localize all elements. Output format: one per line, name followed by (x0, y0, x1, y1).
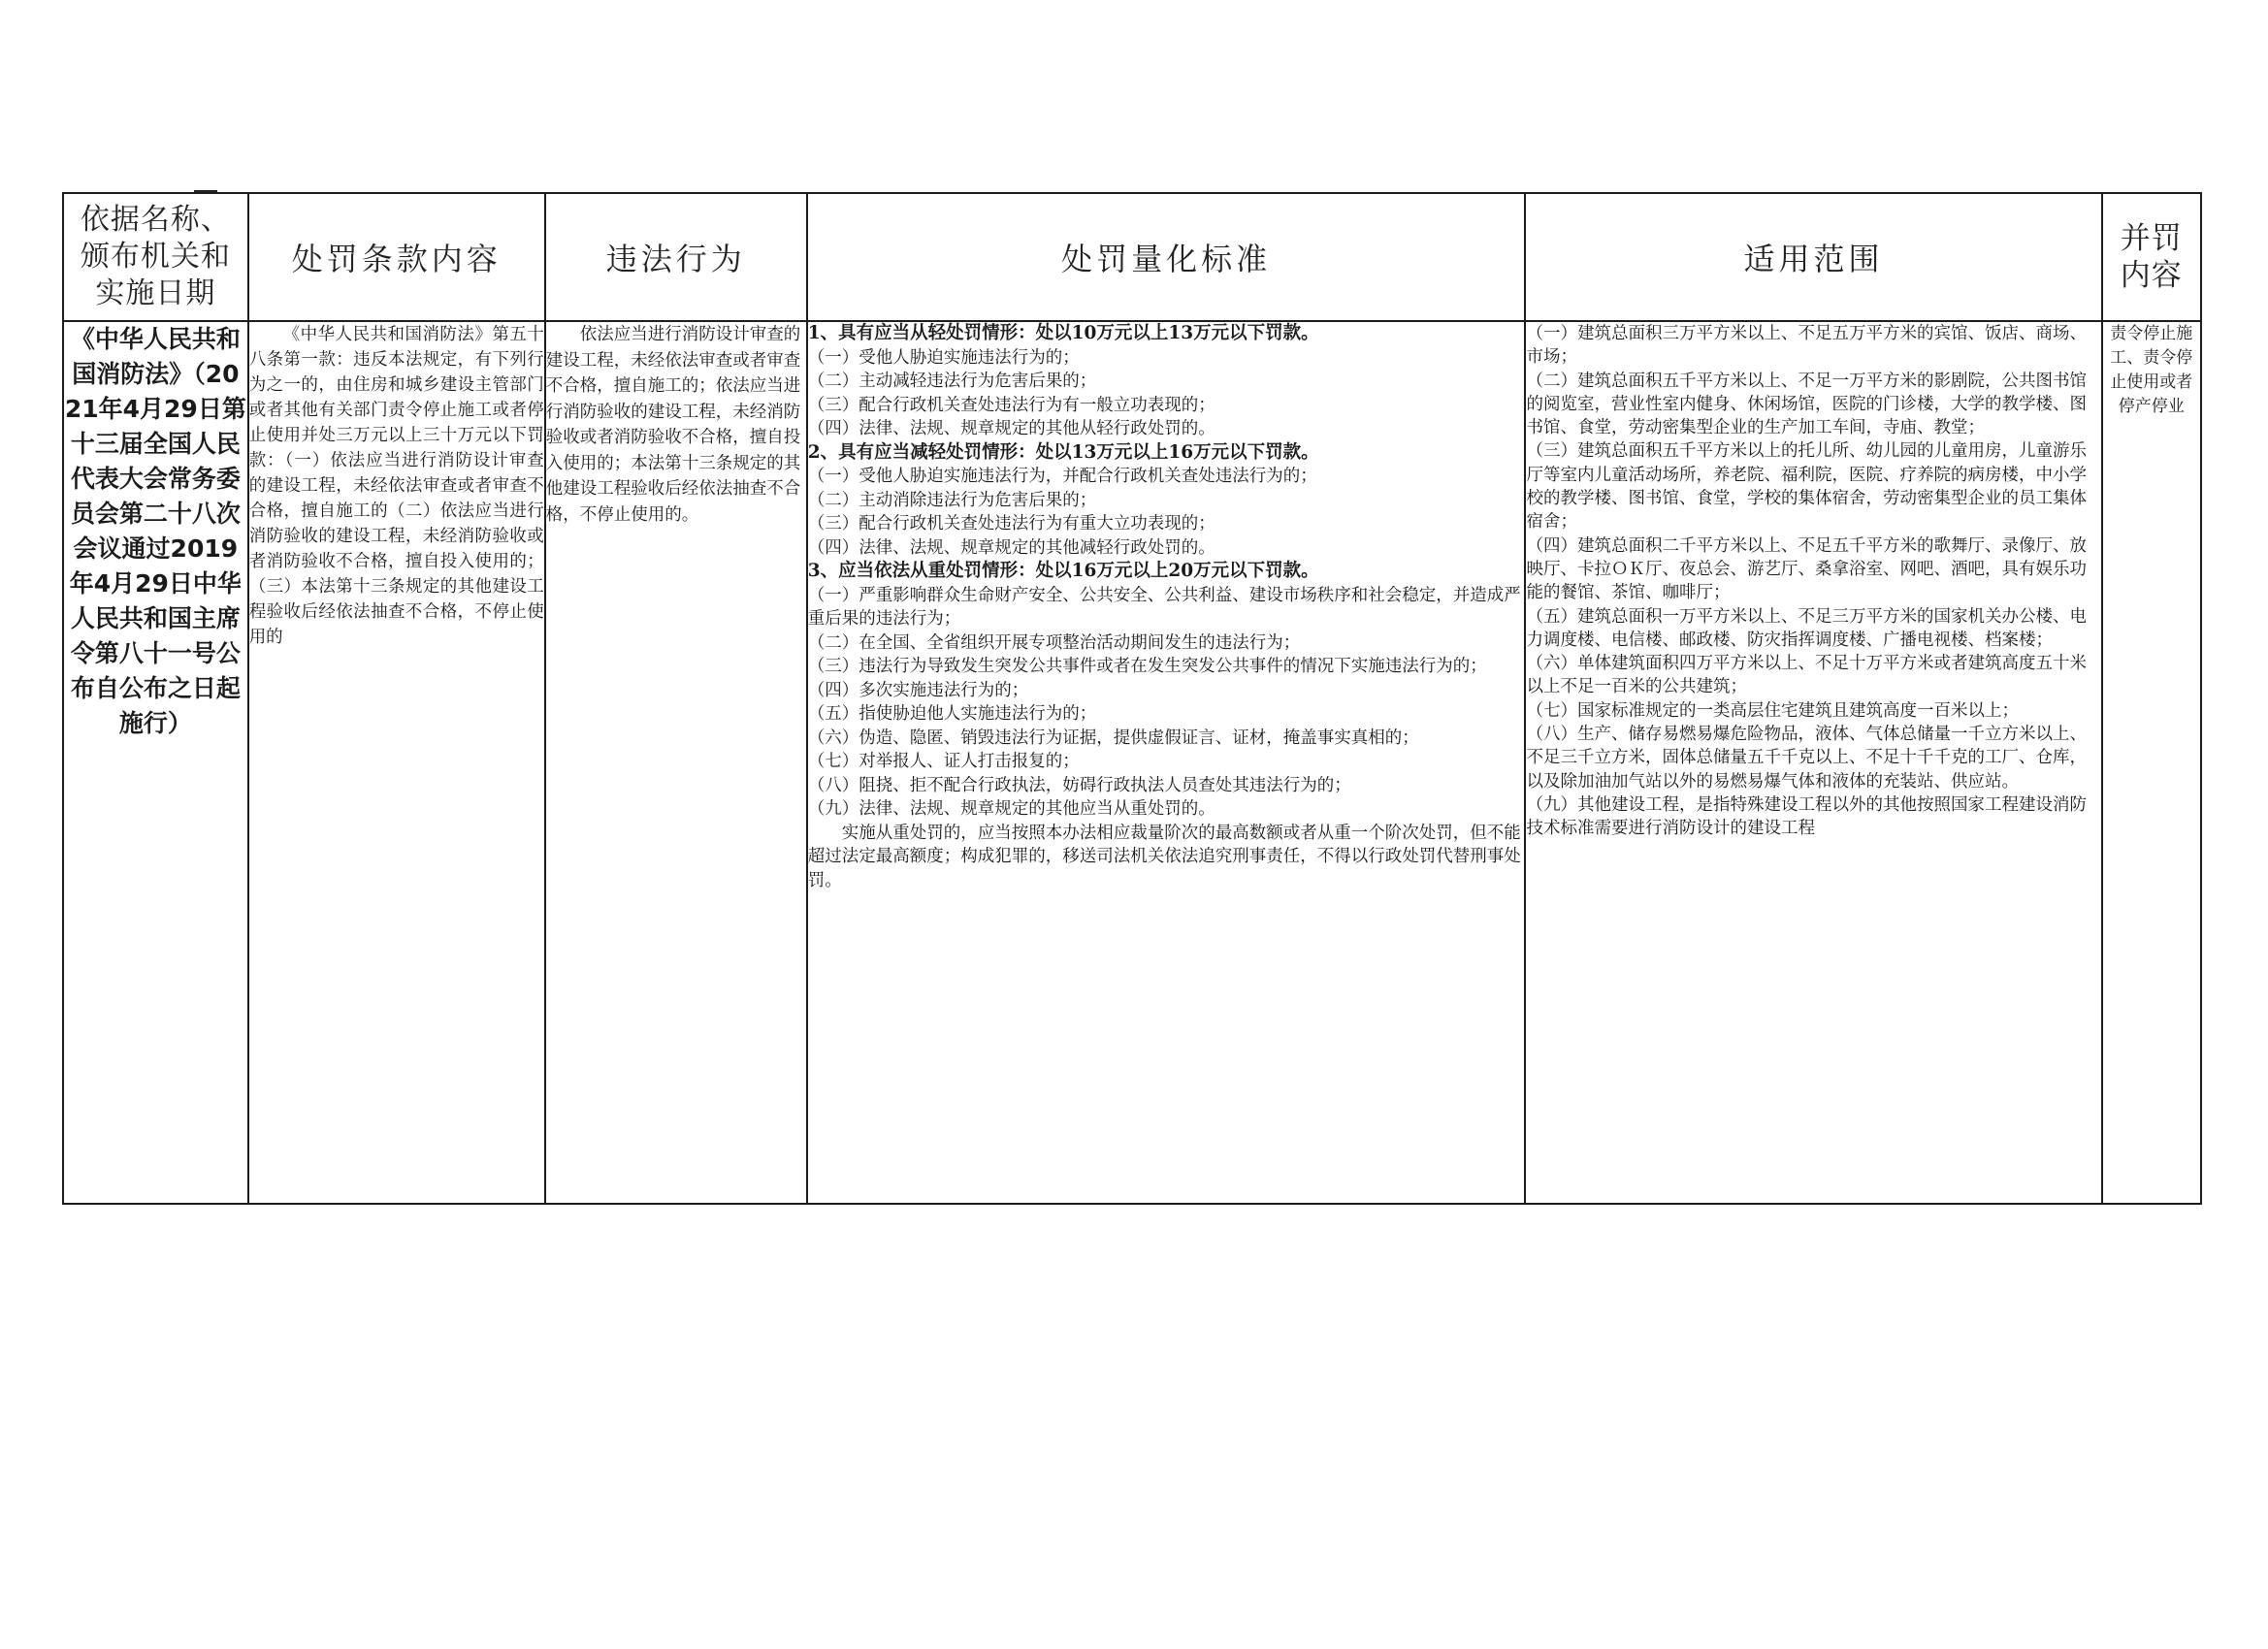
standard-item: 实施从重处罚的，应当按照本办法相应裁量阶次的最高数额或者从重一个阶次处罚，但不能超过法定最高额度；构成犯罪的，移送司法机关依法追究刑事责任，不得以行政处罚代替刑事处罚。 (807, 823, 1521, 890)
standard-item: （三）违法行为导致发生突发公共事件或者在发生突发公共事件的情况下实施违法行为的； (807, 657, 1487, 676)
standard-item: （四）多次实施违法行为的； (807, 680, 1029, 700)
standard-heading: 1、具有应当从轻处罚情形：处以10万元以上13万元以下罚款。 (807, 323, 1319, 343)
table-row (63, 321, 2201, 1204)
standard-item: （六）伪造、隐匿、销毁违法行为证据，提供虚假证言、证材，掩盖事实真相的； (807, 728, 1419, 748)
cell-standard (807, 321, 1526, 1204)
standard-item: （八）阻挠、拒不配合行政执法，妨碍行政执法人员查处其违法行为的； (807, 775, 1351, 795)
standard-item: （四）法律、法规、规章规定的其他从轻行政处罚的。 (807, 419, 1215, 438)
scope-item: （七）国家标准规定的一类高层住宅建筑且建筑高度一百米以上； (1526, 700, 2019, 721)
header-scope: 适用范围 (1525, 193, 2101, 321)
standard-item: （二）主动消除违法行为危害后果的； (807, 490, 1097, 510)
cell-basis: 《中华人民共和国消防法》（2021年4月29日第十三届全国人民代表大会常务委员会第二十八次会议通过2019年4月29日中华人民共和国主席令第八十一号公布自公布之日起施行） (63, 321, 248, 1204)
scope-item: （二）建筑总面积五千平方米以上、不足一万平方米的影剧院，公共图书馆的阅览室，营业性室内健身、休闲场馆，医院的门诊楼，大学的教学楼、图书馆、食堂，劳动密集型企业的生产加工车间，寺庙、教堂； (1526, 371, 2087, 438)
cell-illegal-act: 依法应当进行消防设计审查的建设工程，未经依法审查或者审查不合格，擅自施工的；依法应当进行消防验收的建设工程，未经消防验收或者消防验收不合格，擅自投入使用的；本法第十三条规定的其他建设工程验收后经依法抽查不合格，不停止使用的。 (545, 321, 807, 1204)
scope-item: （三）建筑总面积五千平方米以上的托儿所、幼儿园的儿童用房，儿童游乐厅等室内儿童活动场所，养老院、福利院，医院、疗养院的病房楼，中小学校的教学楼、图书馆、食堂，学校的集体宿舍，劳动密集型企业的员工集体宿舍； (1526, 441, 2087, 533)
standard-heading: 2、具有应当减轻处罚情形：处以13万元以上16万元以下罚款。 (807, 441, 1319, 463)
scope-item: （一）建筑总面积三万平方米以上、不足五万平方米的宾馆、饭店、商场、市场； (1526, 324, 2087, 368)
standard-item: （三）配合行政机关查处违法行为有一般立功表现的； (807, 395, 1215, 415)
header-concurrent: 并罚内容 (2102, 193, 2201, 321)
cell-concurrent: 责令停止施工、责令停止使用或者停产停业 (2102, 321, 2201, 1204)
scope-item: （六）单体建筑面积四万平方米以上、不足十万平方米或者建筑高度五十米以上不足一百米的公共建筑； (1526, 654, 2087, 697)
header-basis: 依据名称、颁布机关和实施日期 (63, 193, 248, 321)
header-row (63, 193, 2201, 321)
scope-item: （四）建筑总面积二千平方米以上、不足五千平方米的歌舞厅、录像厅、放映厅、卡拉ＯＫ厅、夜总会、游艺厅、桑拿浴室、网吧、酒吧，具有娱乐功能的餐馆、茶馆、咖啡厅； (1526, 535, 2087, 603)
standard-item: （四）法律、法规、规章规定的其他减轻行政处罚的。 (807, 537, 1215, 558)
standard-item: （一）受他人胁迫实施违法行为，并配合行政机关查处违法行为的； (807, 467, 1317, 486)
header-illegal-act: 违法行为 (545, 193, 807, 321)
standard-item: （一）受他人胁迫实施违法行为的； (807, 347, 1080, 368)
standard-item: （二）在全国、全省组织开展专项整治活动期间发生的违法行为； (807, 632, 1301, 653)
standard-item: （一）严重影响群众生命财产安全、公共安全、公共利益、建设市场秩序和社会稳定，并造成严重后果的违法行为； (807, 585, 1521, 629)
penalty-standard-table (62, 192, 2202, 1205)
standard-item: （三）配合行政机关查处违法行为有重大立功表现的； (807, 514, 1215, 534)
standard-heading: 3、应当依法从重处罚情形：处以16万元以上20万元以下罚款。 (807, 561, 1319, 581)
header-clause: 处罚条款内容 (248, 193, 545, 321)
standard-item: （五）指使胁迫他人实施违法行为的； (807, 704, 1097, 724)
cell-scope (1525, 321, 2101, 1204)
standard-item: （九）法律、法规、规章规定的其他应当从重处罚的。 (807, 799, 1215, 819)
standard-item: （二）主动减轻违法行为危害后果的； (807, 372, 1097, 391)
standard-list (808, 322, 1525, 892)
scope-item: （五）建筑总面积一万平方米以上、不足三万平方米的国家机关办公楼、电力调度楼、电信楼、邮政楼、防灾指挥调度楼、广播电视楼、档案楼； (1526, 606, 2087, 650)
scope-list (1526, 322, 2100, 841)
scope-item: （八）生产、储存易燃易爆危险物品，液体、气体总储量一千立方米以上、不足三千立方米，固体总储量五千千克以上、不足十千千克的工厂、仓库，以及除加油加气站以外的易燃易爆气体和液体的充装站、供应站。 (1526, 725, 2087, 792)
scope-item: （九）其他建设工程，是指特殊建设工程以外的其他按照国家工程建设消防技术标准需要进行消防设计的建设工程 (1526, 794, 2087, 839)
header-standard: 处罚量化标准 (807, 193, 1526, 321)
cell-clause: 《中华人民共和国消防法》第五十八条第一款：违反本法规定，有下列行为之一的，由住房和城乡建设主管部门或者其他有关部门责令停止施工或者停止使用并处三万元以上三十万元以下罚款：（一）依法应当进行消防设计审查的建设工程，未经依法审查或者审查不合格，擅自施工的（二）依法应当进行消防验收的建设工程，未经消防验收或者消防验收不合格，擅自投入使用的；（三）本法第十三条规定的其他建设工程验收后经依法抽查不合格，不停止使用的 (248, 321, 545, 1204)
standard-item: （七）对举报人、证人打击报复的； (807, 752, 1080, 771)
